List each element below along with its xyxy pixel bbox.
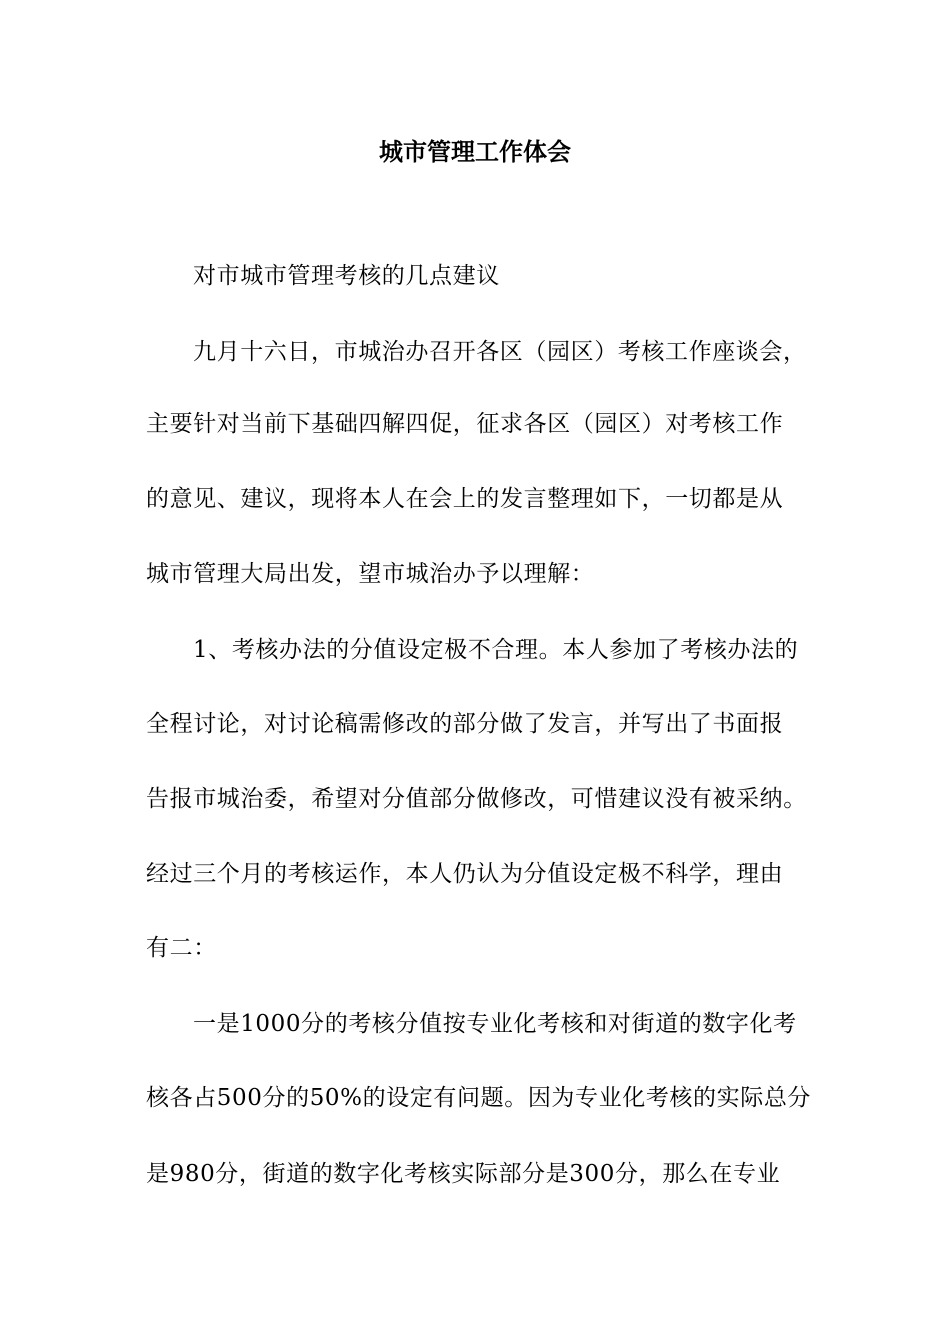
paragraph-line: 主要针对当前下基础四解四促，征求各区（园区）对考核工作 (146, 411, 784, 437)
paragraph-line: 有二： (146, 935, 217, 961)
paragraph-line: 核各占500分的50%的设定有问题。因为专业化考核的实际总分 (146, 1085, 812, 1111)
paragraph-line: 告报市城治委，希望对分值部分做修改，可惜建议没有被采纳。 (146, 786, 807, 812)
paragraph-line: 的意见、建议，现将本人在会上的发言整理如下，一切都是从 (146, 486, 784, 512)
subheading: 对市城市管理考核的几点建议 (193, 263, 500, 289)
paragraph-line: 是980分，街道的数字化考核实际部分是300分，那么在专业 (146, 1161, 781, 1187)
paragraph-line: 1、考核办法的分值设定极不合理。本人参加了考核办法的 (193, 637, 799, 663)
paragraph-line: 经过三个月的考核运作，本人仍认为分值设定极不科学，理由 (146, 861, 784, 887)
paragraph-line: 一是1000分的考核分值按专业化考核和对街道的数字化考 (193, 1011, 797, 1037)
paragraph-line: 全程讨论，对讨论稿需修改的部分做了发言，并写出了书面报 (146, 711, 784, 737)
paragraph-line: 九月十六日，市城治办召开各区（园区）考核工作座谈会， (193, 339, 807, 365)
document-title: 城市管理工作体会 (379, 137, 571, 166)
paragraph-line: 城市管理大局出发，望市城治办予以理解： (146, 561, 595, 587)
